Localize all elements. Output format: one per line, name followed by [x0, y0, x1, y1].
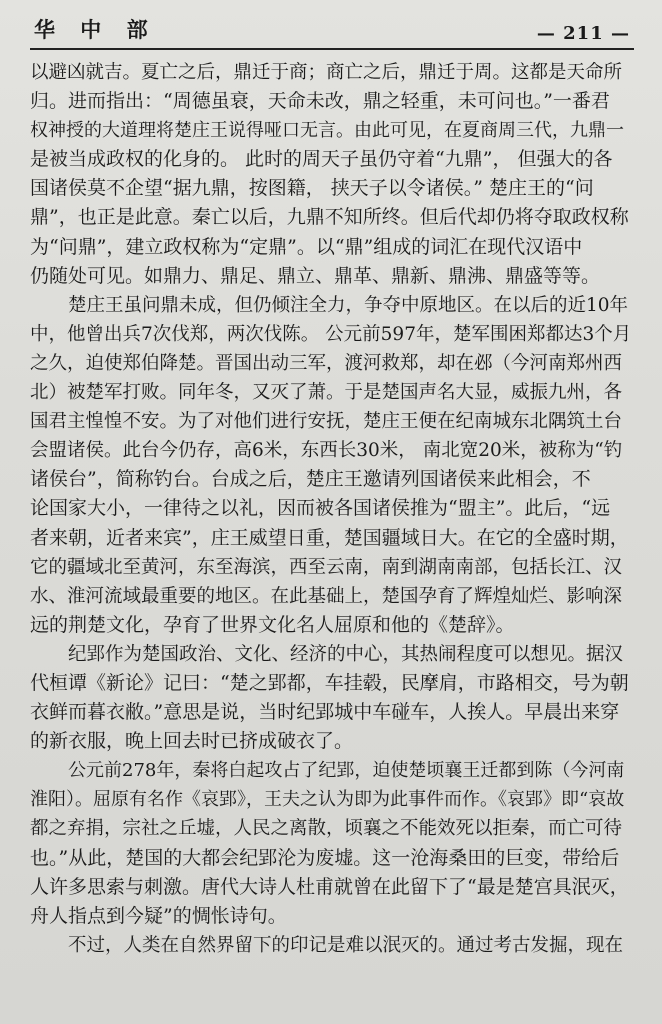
- text-line: 以避凶就吉。夏亡之后，鼎迁于商；商亡之后，鼎迁于周。这都是天命所: [30, 62, 623, 83]
- page-header: [30, 14, 634, 50]
- paragraph-start-line: 纪郢作为楚国政治、文化、经济的中心，其热闹程度可以想见。据汉: [68, 643, 624, 665]
- text-line: 鼎”，也正是此意。秦亡以后，九鼎不知所终。但后代却仍将夺取政权称: [30, 206, 629, 229]
- text-line: 会盟诸侯。此台今仍存，高6米，东西长30米， 南北宽20米，被称为“钓: [30, 440, 623, 462]
- text-line: 权神授的大道理将楚庄王说得哑口无言。由此可见，在夏商周三代，九鼎一: [30, 120, 624, 142]
- text-line: 北）被楚军打败。同年冬，又灭了萧。于是楚国声名大显，威振九州，各: [30, 382, 623, 404]
- text-line: 它的疆域北至黄河，东至海滨，西至云南，南到湖南南部，包括长江、汉: [30, 556, 623, 578]
- text-line: 国诸侯莫不企望“据九鼎，按图籍， 挟天子以令诸侯。” 楚庄王的“问: [30, 177, 594, 200]
- section-title: 华 中 部: [34, 17, 157, 42]
- text-line: 人许多思索与刺激。唐代大诗人杜甫就曾在此留下了“最是楚宫具泯灭，: [30, 875, 629, 898]
- paragraph-start-line: 楚庄王虽问鼎未成，但仍倾注全力，争夺中原地区。在以后的近10年: [68, 294, 629, 316]
- text-line: 都之弃捐，宗社之丘墟，人民之离散，顷襄之不能效死以拒秦，而亡可待: [30, 818, 623, 840]
- text-line: 中，他曾出兵7次伐郑，两次伐陈。 公元前597年，楚军围困郑都达3个月: [30, 323, 632, 345]
- text-line: 是被当成政权的化身的。 此时的周天子虽仍守着“九鼎”， 但强大的各: [30, 148, 613, 171]
- text-line: 淮阳）。屈原有名作《哀郢》，王夫之认为即为此事件而作。《哀郢》即“哀故: [30, 789, 625, 811]
- text-line: 水、淮河流域最重要的地区。在此基础上，楚国孕育了辉煌灿烂、影响深: [30, 585, 623, 607]
- text-line: 归。进而指出：“周德虽衰，天命未改，鼎之轻重，未可问也。”一番君: [30, 90, 610, 113]
- text-line: 也。”从此，楚国的大都会纪郢沦为废墟。这一沧海桑田的巨变，带给后: [30, 846, 620, 869]
- text-line: 远的荆楚文化，孕育了世界文化名人屈原和他的《楚辞》。: [30, 613, 515, 636]
- text-line: 诸侯台”，简称钓台。台成之后，楚庄王邀请列国诸侯来此相会，不: [30, 468, 591, 491]
- page-number: — 211 —: [536, 23, 630, 44]
- text-line: 论国家大小，一律待之以礼，因而被各国诸侯推为“盟主”。此后，“远: [30, 497, 611, 520]
- text-line: 代桓谭《新论》记曰：“楚之郢都，车挂毂，民摩肩，市路相交，号为朝: [30, 671, 629, 694]
- paragraph-start-line: 公元前278年，秦将白起攻占了纪郢，迫使楚顷襄王迁都到陈（今河南: [68, 760, 625, 782]
- text-line: 者来朝，近者来宾”，庄王威望日重，楚国疆域日大。在它的全盛时期，: [30, 526, 629, 549]
- text-line: 国君主惶惶不安。为了对他们进行安抚，楚庄王便在纪南城东北隅筑土台: [30, 411, 623, 433]
- page-body: [30, 50, 634, 960]
- text-line: 的新衣服，晚上回去时已挤成破衣了。: [30, 730, 354, 753]
- paragraph-start-line: 不过，人类在自然界留下的印记是难以泯灭的。通过考古发掘，现在: [68, 934, 624, 956]
- text-line: 为“问鼎”，建立政权称为“定鼎”。以“鼎”组成的词汇在现代汉语中: [30, 235, 583, 258]
- text-line: 之久，迫使郑伯降楚。晋国出动三军，渡河救郑，却在邲（今河南郑州西: [30, 352, 623, 374]
- text-line: 仍随处可见。如鼎力、鼎足、鼎立、鼎革、鼎新、鼎沸、鼎盛等等。: [30, 264, 601, 287]
- text-line: 舟人指点到今疑”的惆怅诗句。: [30, 904, 287, 927]
- text-line: 衣鲜而暮衣敝。”意思是说，当时纪郢城中车碰车，人挨人。早晨出来穿: [30, 701, 620, 724]
